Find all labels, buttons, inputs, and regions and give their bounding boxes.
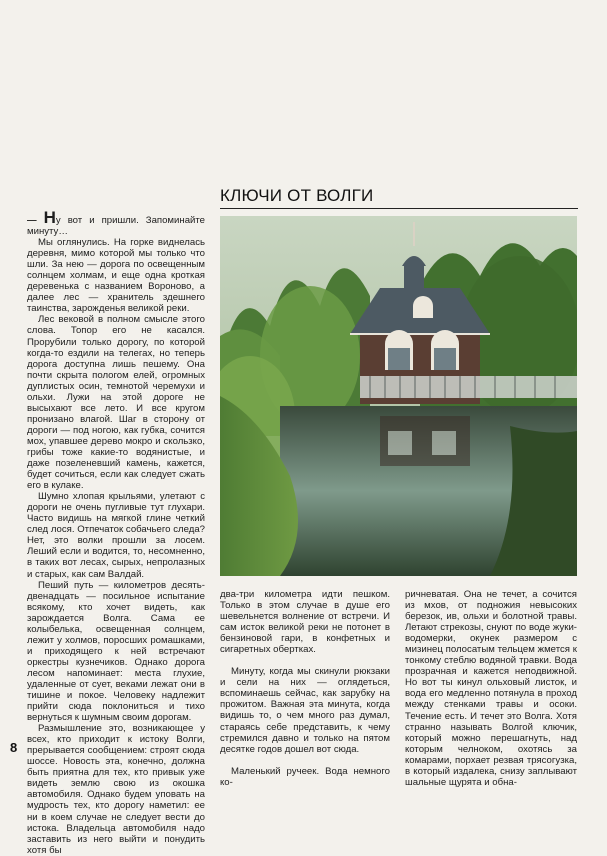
text-column-1 (27, 208, 206, 856)
paragraph: Пеший путь — километров десять-двенадцать — посильное испытание всякому, кто хочет видеть, как зарождается Волга. Сама ее колыбелька, освещенная солнцем, лежит у холмов, поросших ромашками, и приходящего к ней встречают оркестры кузнечиков. Однако дорога лесом напоминает: места глухие, удаленные от сует, веками лежат они в тишине и покое. Человеку надлежит прийти сюда поклониться и тихо вернуться к шумным своим дорогам. (27, 579, 205, 724)
paragraph: Маленький ручеек. Вода немного ко- (220, 765, 390, 788)
paragraph: Шумно хлопая крыльями, улетают с дороги не очень пугливые тут глухари. Часто видишь на мягкой глине четкий след лося. Отпечаток собачьего следа? Нет, это волки прошли за лосем. Леший если и водится, то, несомненно, в таких вот лесах, сырых, непролазных и старых, как сам Валдай. (27, 491, 205, 580)
paragraph-text: у вот и пришли. Запоминайте минуту… (27, 215, 206, 238)
chapel-over-spring-photo (220, 216, 577, 576)
paragraph: Размышление это, возникающее у всех, кто приходит к истоку Волги, прерывается сообщением: строят сюда шоссе. Новость эта, конечно, должна быть приятна для тех, кто привык уже видеть землю свою из окошка автомобиля. Однако будем уповать на мудрость тех, кто дорогу наметил: ее ни в коем случае не следует вести до истока. Владельца автомобиля надо заставить из него выйти и понудить хотя бы (27, 723, 205, 856)
paragraph: Мы оглянулись. На горке виднелась деревня, мимо которой мы только что шли. За нею — дорога по освещенным солнцем холмам, и еще одна кроткая деревенька с названием Вороново, а далее лес — хранитель здешнего таинства, зарожденья великой реки. (27, 237, 205, 315)
paragraph: два-три километра идти пешком. Только в этом случае в душе его шевельнется волнение от встречи. И сам исток великой реки не потонет в бензиновой гари, в конфетных и сигаретных обертках. (220, 589, 390, 656)
paragraph (27, 208, 206, 238)
text-column-3 (405, 589, 577, 788)
em-dash: — (27, 215, 37, 226)
text-column-2 (220, 589, 390, 788)
paragraph: ричневатая. Она не течет, а сочится из мхов, от подножия невысоких березок, ив, ольхи и болотной травы. Летают стрекозы, снуют по воде жуки-водомерки, окунек размером с мизинец полосатым тельцем жмется к тонкому стеблю водяной травки. Вода прозрачная и кажется неподвижной. Но вот ты кинул ольховый листок, и вода его медленно потянула в проход между стенками травы и осоки. Течение есть. И течет это Волга. Хотя странно называть Волгой ключик, который можно перешагнуть, над которым челноком, охотясь за комарами, порхает резвая трясогузка, в который издалека, снизу заплывают шальные щурята и обна- (405, 589, 577, 788)
article-heading: КЛЮЧИ ОТ ВОЛГИ (220, 186, 578, 209)
drop-cap: Н (43, 208, 56, 227)
paragraph: Лес вековой в полном смысле этого слова. Топор его не касался. Прорубили только дорогу, по которой когда-то ездили на телегах, но теперь дорога доступна лишь пешему. Она почти скрыта пологом елей, огромных дуплистых осин, темнотой черемухи и ольхи. Лужи на этой дороге не высыхают все лето. И все кругом пронизано влагой. Шаг в сторону от дороги — под ногою, как губка, сочится мох, упавшее дерево мокро и скользко, грибы тоже какие-то водянистые, и даже позеленевший камень, кажется, будет сочиться, если как следует сжать его в кулаке. (27, 314, 205, 492)
paragraph: Минуту, когда мы скинули рюкзаки и сели на них — оглядеться, вспоминаешь сейчас, как зарубку на прожитом. Важная эта минута, когда видишь то, о чем много раз думал, стараясь себе представить, к чему стремился давно и только на пятом десятке годов дошел вот сюда. (220, 666, 390, 755)
page-number: 8 (10, 740, 18, 755)
